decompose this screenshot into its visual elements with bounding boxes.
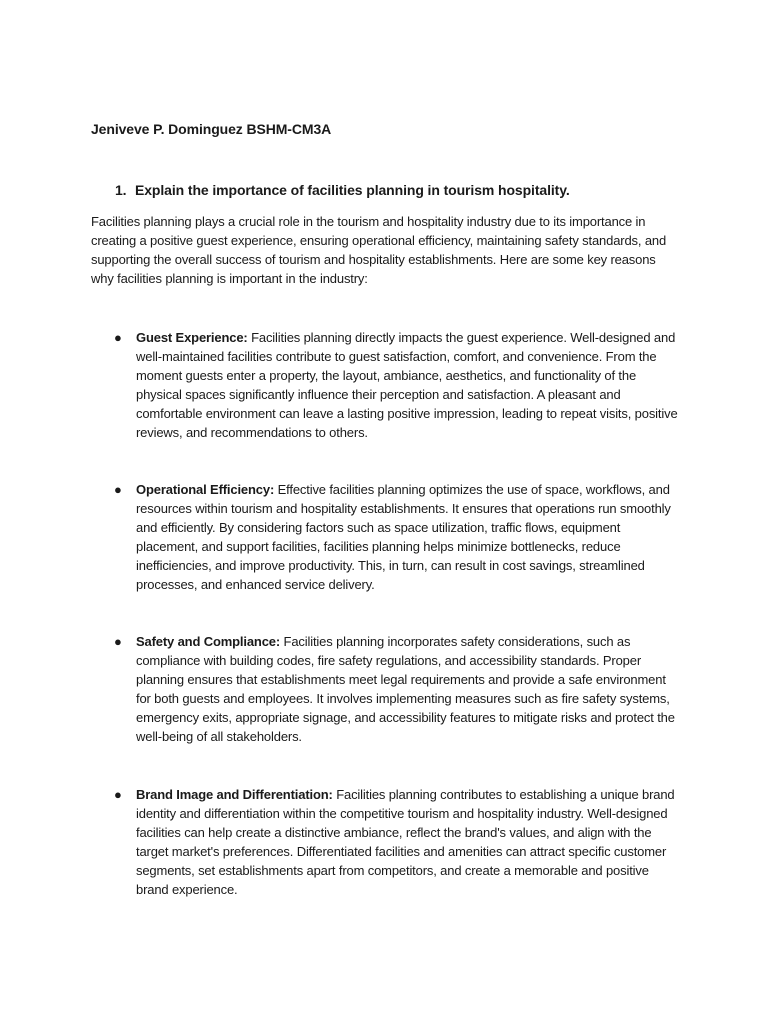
bullet-icon: ●	[114, 482, 122, 497]
bullet-term: Operational Efficiency:	[136, 482, 275, 497]
bullet-term: Safety and Compliance:	[136, 634, 281, 649]
author-line: Jeniveve P. Dominguez BSHM-CM3A	[91, 121, 332, 137]
bullet-term: Guest Experience:	[136, 330, 248, 345]
bullet-guest-experience	[114, 328, 681, 442]
question-number: 1.	[115, 182, 127, 198]
bullet-operational-efficiency	[114, 480, 681, 594]
bullet-icon: ●	[114, 634, 122, 649]
bullet-text: Facilities planning contributes to establishing a unique brand identity and differentiation within the competitive tourism and hospitality industry. Well-designed facilities can help create a distinctive ambiance, reflect the brand's values, and align with the target market's preferences. Differentiated facilities and amenities can attract specific customer segments, set establishments apart from competitors, and create a memorable and positive brand experience.	[136, 787, 675, 897]
bullet-brand-image	[114, 785, 681, 899]
question-heading	[115, 182, 570, 198]
bullet-icon: ●	[114, 330, 122, 345]
bullet-safety-compliance	[114, 632, 681, 746]
intro-paragraph: Facilities planning plays a crucial role in the tourism and hospitality industry due to its importance in creating a positive guest experience, ensuring operational efficiency, maintaining safety standards, and supporting the overall success of tourism and hospitality establishments. Here are some key reasons why facilities planning is important in the industry:	[91, 214, 667, 286]
bullet-term: Brand Image and Differentiation:	[136, 787, 333, 802]
bullet-text: Effective facilities planning optimizes the use of space, workflows, and resources within tourism and hospitality establishments. It ensures that operations run smoothly and efficiently. By considering factors such as space utilization, traffic flows, equipment placement, and support facilities, facilities planning helps minimize bottlenecks, reduce inefficiencies, and improve productivity. This, in turn, can result in cost savings, streamlined processes, and enhanced service delivery.	[136, 482, 671, 592]
bullet-icon: ●	[114, 787, 122, 802]
question-text: Explain the importance of facilities planning in tourism hospitality.	[135, 182, 570, 198]
bullet-text: Facilities planning incorporates safety considerations, such as compliance with building codes, fire safety regulations, and accessibility standards. Proper planning ensures that establishments meet legal requirements and provide a safe environment for both guests and employees. It involves implementing measures such as fire safety systems, emergency exits, appropriate signage, and accessibility features to mitigate risks and protect the well-being of all stakeholders.	[136, 634, 675, 744]
bullet-text: Facilities planning directly impacts the guest experience. Well-designed and well-maintained facilities contribute to guest satisfaction, comfort, and convenience. From the moment guests enter a property, the layout, ambiance, aesthetics, and functionality of the physical spaces significantly influence their perception and satisfaction. A pleasant and comfortable environment can leave a lasting positive impression, leading to repeat visits, positive reviews, and recommendations to others.	[136, 330, 678, 440]
